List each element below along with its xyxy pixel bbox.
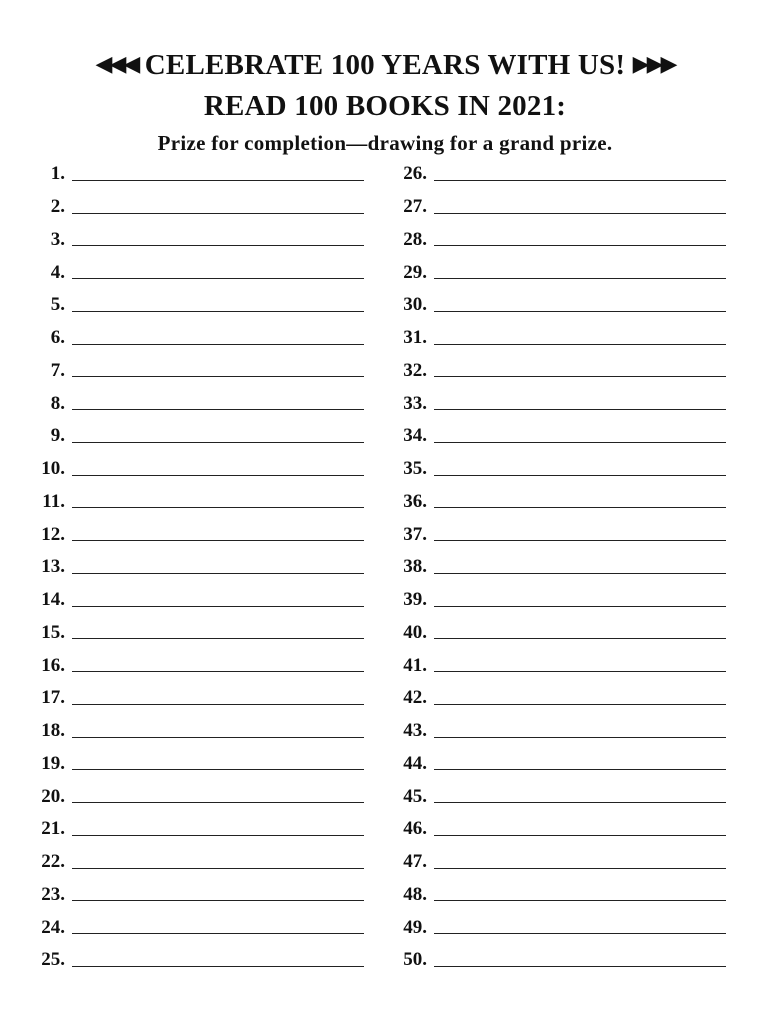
title-read-books: READ 100 BOOKS IN 2021:: [203, 90, 567, 122]
entry-number: 20.: [41, 785, 65, 807]
book-entry-row: [384, 584, 726, 617]
book-entry-row: [384, 486, 726, 519]
entry-number: 30.: [403, 294, 427, 316]
entry-number: 18.: [41, 720, 65, 742]
book-entry-row: [22, 682, 364, 715]
book-title-blank-line[interactable]: [434, 507, 726, 508]
book-entry-row: [384, 420, 726, 453]
book-entry-row: [384, 289, 726, 322]
entry-number: 44.: [403, 752, 427, 774]
subtitle: Prize for completion—drawing for a grand prize.: [157, 131, 613, 155]
book-title-blank-line[interactable]: [72, 180, 364, 181]
left-arrows-icon: ◀◀◀: [95, 52, 138, 77]
book-entry-row: [22, 879, 364, 912]
entry-number: 10.: [41, 458, 65, 480]
book-entry-row: [22, 617, 364, 650]
book-title-blank-line[interactable]: [434, 966, 726, 967]
book-title-blank-line[interactable]: [72, 704, 364, 705]
book-title-blank-line[interactable]: [434, 540, 726, 541]
book-entry-row: [22, 191, 364, 224]
book-title-blank-line[interactable]: [72, 835, 364, 836]
book-title-blank-line[interactable]: [434, 835, 726, 836]
book-title-blank-line[interactable]: [434, 671, 726, 672]
entry-number: 43.: [403, 720, 427, 742]
entry-number: 32.: [403, 359, 427, 381]
entry-number: 16.: [41, 654, 65, 676]
entry-number: 21.: [41, 818, 65, 840]
right-column: [384, 158, 726, 977]
book-entry-row: [384, 256, 726, 289]
book-entry-row: [384, 322, 726, 355]
book-entry-row: [22, 420, 364, 453]
entry-number: 45.: [403, 785, 427, 807]
book-title-blank-line[interactable]: [434, 409, 726, 410]
book-entry-row: [384, 387, 726, 420]
book-title-blank-line[interactable]: [72, 802, 364, 803]
book-entry-row: [384, 911, 726, 944]
entry-number: 38.: [403, 556, 427, 578]
book-title-blank-line[interactable]: [434, 376, 726, 377]
book-title-blank-line[interactable]: [72, 868, 364, 869]
entry-number: 12.: [41, 523, 65, 545]
entry-number: 49.: [403, 916, 427, 938]
page-header: [0, 46, 770, 157]
book-title-blank-line[interactable]: [72, 966, 364, 967]
book-entry-row: [22, 256, 364, 289]
entry-number: 13.: [41, 556, 65, 578]
book-entry-row: [22, 518, 364, 551]
book-entry-row: [22, 355, 364, 388]
book-title-blank-line[interactable]: [72, 475, 364, 476]
book-title-blank-line[interactable]: [434, 606, 726, 607]
book-title-blank-line[interactable]: [72, 409, 364, 410]
book-title-blank-line[interactable]: [434, 769, 726, 770]
book-entry-row: [22, 387, 364, 420]
book-entry-row: [22, 846, 364, 879]
entry-number: 22.: [41, 851, 65, 873]
entry-number: 2.: [50, 196, 65, 218]
book-title-blank-line[interactable]: [72, 671, 364, 672]
book-title-blank-line[interactable]: [72, 344, 364, 345]
entry-number: 26.: [403, 163, 427, 185]
book-entry-row: [22, 486, 364, 519]
book-title-blank-line[interactable]: [434, 278, 726, 279]
book-title-blank-line[interactable]: [72, 769, 364, 770]
book-title-blank-line[interactable]: [434, 638, 726, 639]
book-title-blank-line[interactable]: [434, 933, 726, 934]
entry-number: 27.: [403, 196, 427, 218]
entry-number: 31.: [403, 327, 427, 349]
book-title-blank-line[interactable]: [72, 638, 364, 639]
book-title-blank-line[interactable]: [72, 376, 364, 377]
book-entry-row: [384, 224, 726, 257]
book-title-blank-line[interactable]: [72, 606, 364, 607]
book-entry-row: [22, 813, 364, 846]
book-entry-row: [384, 551, 726, 584]
entry-number: 50.: [403, 949, 427, 971]
book-entry-row: [384, 158, 726, 191]
book-entry-row: [22, 649, 364, 682]
book-entry-row: [384, 715, 726, 748]
entry-number: 17.: [41, 687, 65, 709]
book-title-blank-line[interactable]: [434, 180, 726, 181]
book-entry-row: [22, 551, 364, 584]
entry-number: 8.: [50, 392, 65, 414]
book-title-blank-line[interactable]: [72, 213, 364, 214]
entry-number: 33.: [403, 392, 427, 414]
entry-number: 40.: [403, 621, 427, 643]
book-entry-row: [384, 355, 726, 388]
book-entry-row: [384, 191, 726, 224]
entry-number: 37.: [403, 523, 427, 545]
book-title-blank-line[interactable]: [72, 573, 364, 574]
entry-number: 6.: [50, 327, 65, 349]
entry-number: 23.: [41, 883, 65, 905]
book-title-blank-line[interactable]: [434, 737, 726, 738]
book-title-blank-line[interactable]: [72, 540, 364, 541]
book-title-blank-line[interactable]: [434, 245, 726, 246]
entry-number: 35.: [403, 458, 427, 480]
book-title-blank-line[interactable]: [72, 737, 364, 738]
book-entry-row: [22, 748, 364, 781]
book-entry-row: [384, 617, 726, 650]
entry-number: 15.: [41, 621, 65, 643]
book-entry-row: [384, 682, 726, 715]
entry-number: 34.: [403, 425, 427, 447]
right-arrows-icon: ▶▶▶: [632, 52, 675, 77]
entry-number: 7.: [50, 359, 65, 381]
book-entry-row: [384, 649, 726, 682]
title-line-2: [0, 87, 770, 125]
entry-number: 14.: [41, 589, 65, 611]
book-title-blank-line[interactable]: [434, 475, 726, 476]
book-entry-row: [22, 158, 364, 191]
book-title-blank-line[interactable]: [434, 344, 726, 345]
book-title-blank-line[interactable]: [434, 868, 726, 869]
book-entry-row: [384, 846, 726, 879]
entry-number: 4.: [50, 261, 65, 283]
entry-number: 28.: [403, 228, 427, 250]
book-title-blank-line[interactable]: [72, 507, 364, 508]
book-title-blank-line[interactable]: [434, 704, 726, 705]
book-title-blank-line[interactable]: [72, 933, 364, 934]
entry-number: 25.: [41, 949, 65, 971]
book-title-blank-line[interactable]: [434, 802, 726, 803]
entry-number: 29.: [403, 261, 427, 283]
book-entry-row: [384, 780, 726, 813]
book-entry-row: [384, 518, 726, 551]
entry-number: 42.: [403, 687, 427, 709]
book-entry-row: [22, 322, 364, 355]
entry-number: 36.: [403, 490, 427, 512]
entry-number: 39.: [403, 589, 427, 611]
book-entry-row: [22, 584, 364, 617]
entry-number: 5.: [50, 294, 65, 316]
entry-number: 41.: [403, 654, 427, 676]
entry-number: 24.: [41, 916, 65, 938]
left-column: [22, 158, 364, 977]
entry-number: 9.: [50, 425, 65, 447]
book-entry-row: [384, 879, 726, 912]
title-line-1: [0, 46, 770, 87]
title-celebrate: CELEBRATE 100 YEARS WITH US!: [144, 49, 626, 81]
entry-number: 1.: [50, 163, 65, 185]
book-entry-row: [384, 813, 726, 846]
book-title-blank-line[interactable]: [434, 311, 726, 312]
book-entry-row: [22, 289, 364, 322]
book-title-blank-line[interactable]: [72, 278, 364, 279]
entry-number: 11.: [42, 490, 65, 512]
book-entry-row: [22, 224, 364, 257]
book-title-blank-line[interactable]: [72, 311, 364, 312]
book-entry-row: [384, 944, 726, 977]
book-title-blank-line[interactable]: [72, 900, 364, 901]
book-entry-row: [22, 453, 364, 486]
book-entry-row: [22, 780, 364, 813]
book-entry-row: [22, 715, 364, 748]
book-title-blank-line[interactable]: [434, 900, 726, 901]
entry-number: 19.: [41, 752, 65, 774]
book-entry-row: [384, 453, 726, 486]
book-title-blank-line[interactable]: [434, 442, 726, 443]
entry-number: 47.: [403, 851, 427, 873]
book-title-blank-line[interactable]: [72, 442, 364, 443]
book-entry-row: [22, 911, 364, 944]
book-title-blank-line[interactable]: [434, 213, 726, 214]
entry-number: 48.: [403, 883, 427, 905]
book-title-blank-line[interactable]: [434, 573, 726, 574]
entry-number: 3.: [50, 228, 65, 250]
book-entry-row: [384, 748, 726, 781]
book-entry-row: [22, 944, 364, 977]
book-title-blank-line[interactable]: [72, 245, 364, 246]
entry-number: 46.: [403, 818, 427, 840]
